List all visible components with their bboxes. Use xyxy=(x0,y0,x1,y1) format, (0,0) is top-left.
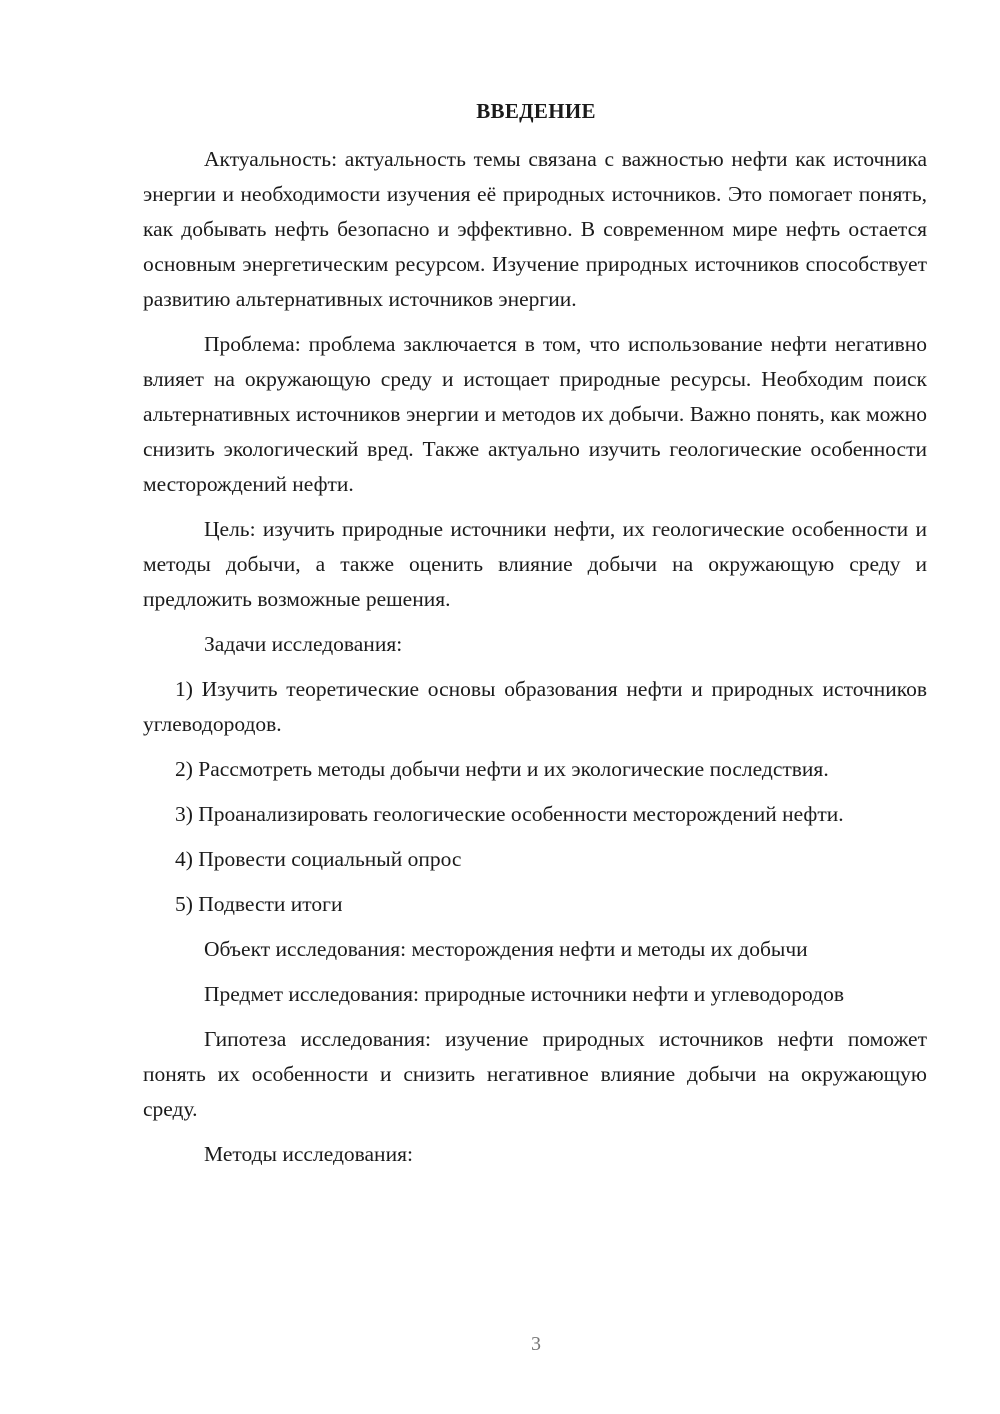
paragraph-problem: Проблема: проблема заключается в том, что использование нефти негативно влияет на окружающую среду и истощает природные ресурсы. Необходим поиск альтернативных источников энергии и методов их добычи. Важно понять, как можно снизить экологический вред. Также актуально изучить геологические особенности месторождений нефти. xyxy=(143,332,927,496)
paragraph-relevance: Актуальность: актуальность темы связана с важностью нефти как источника энергии и необходимости изучения её природных источников. Это помогает понять, как добывать нефть безопасно и эффективно. В современном мире нефть остается основным энергетическим ресурсом. Изучение природных источников способствует развитию альтернативных источников энергии. xyxy=(143,147,927,311)
task-item-4: 4) Провести социальный опрос xyxy=(175,847,462,871)
task-item-3: 3) Проанализировать геологические особенности месторождений нефти. xyxy=(175,802,844,826)
task-item-5: 5) Подвести итоги xyxy=(175,892,343,916)
paragraph-subject: Предмет исследования: природные источники нефти и углеводородов xyxy=(204,982,844,1006)
paragraph-object: Объект исследования: месторождения нефти и методы их добычи xyxy=(204,937,808,961)
page-number: 3 xyxy=(531,1333,541,1355)
paragraph-tasks-heading: Задачи исследования: xyxy=(204,632,403,656)
task-item-1: 1) Изучить теоретические основы образования нефти и природных источников углеводородов. xyxy=(143,677,927,736)
section-title: ВВЕДЕНИЕ xyxy=(476,99,596,123)
task-item-2: 2) Рассмотреть методы добычи нефти и их экологические последствия. xyxy=(175,757,829,781)
paragraph-hypothesis: Гипотеза исследования: изучение природных источников нефти поможет понять их особенности и снизить негативное влияние добычи на окружающую среду. xyxy=(143,1027,927,1121)
paragraph-methods: Методы исследования: xyxy=(204,1142,413,1166)
paragraph-goal: Цель: изучить природные источники нефти, их геологические особенности и методы добычи, а также оценить влияние добычи на окружающую среду и предложить возможные решения. xyxy=(143,517,927,611)
body-text xyxy=(143,142,927,1182)
